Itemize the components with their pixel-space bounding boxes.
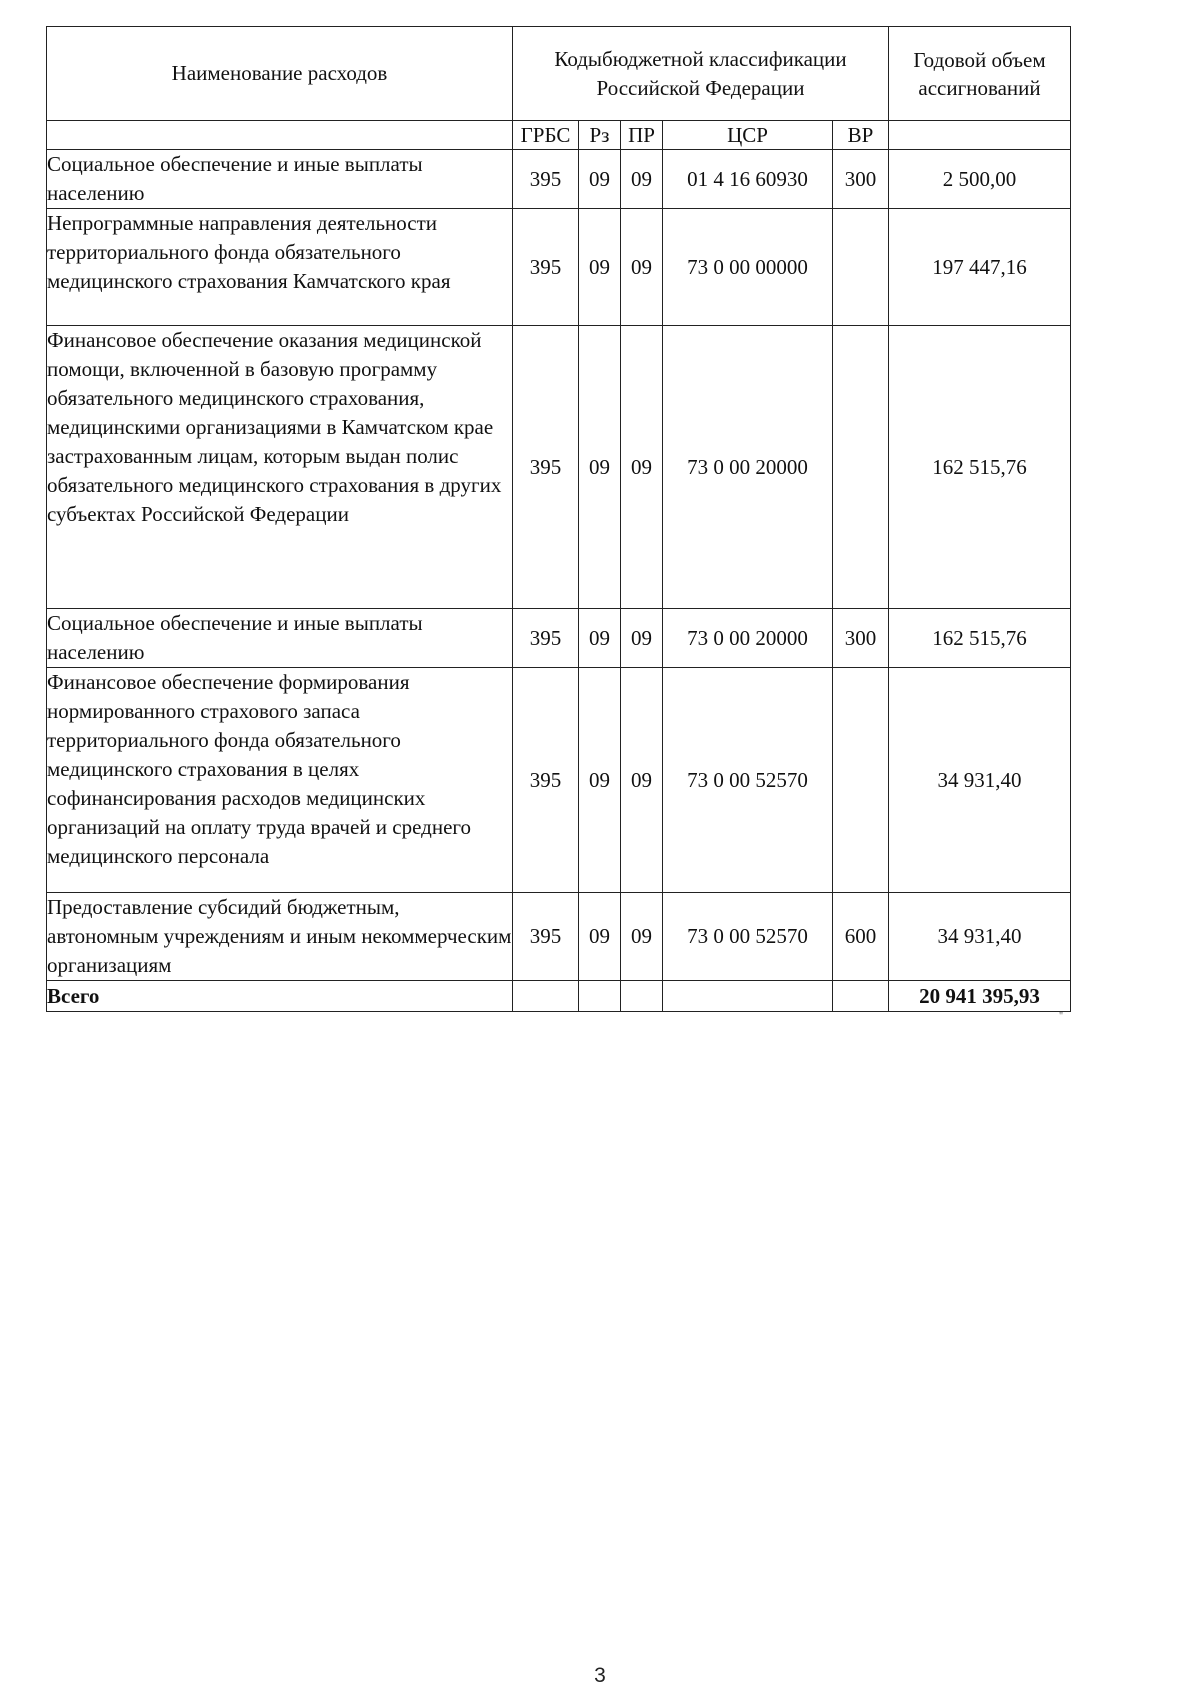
subheader-row [47,121,1071,150]
row-vr [833,209,889,326]
row-vr [833,668,889,893]
row-pr: 09 [621,609,663,668]
subheader-pr: ПР [621,121,663,150]
row-name: Социальное обеспечение и иные выплаты населению [47,609,513,668]
header-row [47,27,1071,121]
row-vr [833,326,889,609]
row-rz: 09 [579,893,621,981]
subheader-empty [47,121,513,150]
row-pr: 09 [621,893,663,981]
row-amount: 34 931,40 [889,668,1071,893]
row-vr: 300 [833,609,889,668]
table-row [47,209,1071,326]
header-codes: Кодыбюджетной классификации Российской Федерации [513,27,889,121]
row-grbs: 395 [513,893,579,981]
row-name: Финансовое обеспечение оказания медицинской помощи, включенной в базовую программу обязательного медицинского страхования, медицинскими организациями в Камчатском крае застрахованным лицам, которым выдан полис обязательного медицинского страхования в других субъектах Российской Федерации [47,326,513,609]
row-csr: 73 0 00 20000 [663,609,833,668]
row-csr: 73 0 00 52570 [663,668,833,893]
row-name: Непрограммные направления деятельности территориального фонда обязательного медицинского страхования Камчатского края [47,209,513,326]
row-csr: 73 0 00 20000 [663,326,833,609]
header-amount: Годовой объем ассигнований [889,27,1071,121]
row-grbs: 395 [513,326,579,609]
row-grbs: 395 [513,150,579,209]
row-amount: 162 515,76 [889,326,1071,609]
subheader-amount-empty [889,121,1071,150]
row-amount: 197 447,16 [889,209,1071,326]
row-csr: 73 0 00 52570 [663,893,833,981]
table-row [47,150,1071,209]
table-row [47,668,1071,893]
row-pr: 09 [621,209,663,326]
budget-table [46,26,1071,1012]
page-number: 3 [594,1664,606,1687]
closing-quote-mark: " [1059,1011,1064,1022]
total-label: Всего [47,981,513,1012]
row-rz: 09 [579,150,621,209]
row-grbs: 395 [513,668,579,893]
row-name: Финансовое обеспечение формирования нормированного страхового запаса территориального фонда обязательного медицинского страхования в целях софинансирования расходов медицинских организаций на оплату труда врачей и среднего медицинского персонала [47,668,513,893]
table-row [47,609,1071,668]
total-amount: 20 941 395,93 [889,981,1071,1012]
row-grbs: 395 [513,209,579,326]
table-row [47,326,1071,609]
row-pr: 09 [621,150,663,209]
row-csr: 73 0 00 00000 [663,209,833,326]
header-name: Наименование расходов [47,27,513,121]
budget-table-container [46,26,1070,1012]
row-rz: 09 [579,326,621,609]
row-amount: 162 515,76 [889,609,1071,668]
row-amount: 2 500,00 [889,150,1071,209]
subheader-rz: Рз [579,121,621,150]
row-pr: 09 [621,668,663,893]
row-rz: 09 [579,209,621,326]
row-pr: 09 [621,326,663,609]
row-amount: 34 931,40 [889,893,1071,981]
row-rz: 09 [579,668,621,893]
total-empty-rz [579,981,621,1012]
table-row [47,893,1071,981]
row-rz: 09 [579,609,621,668]
row-grbs: 395 [513,609,579,668]
row-csr: 01 4 16 60930 [663,150,833,209]
subheader-csr: ЦСР [663,121,833,150]
subheader-vr: ВР [833,121,889,150]
subheader-grbs: ГРБС [513,121,579,150]
total-empty-grbs [513,981,579,1012]
total-empty-vr [833,981,889,1012]
total-row [47,981,1071,1012]
row-name: Предоставление субсидий бюджетным, автономным учреждениям и иным некоммерческим организациям [47,893,513,981]
row-vr: 600 [833,893,889,981]
row-name: Социальное обеспечение и иные выплаты населению [47,150,513,209]
total-empty-pr [621,981,663,1012]
row-vr: 300 [833,150,889,209]
total-empty-csr [663,981,833,1012]
